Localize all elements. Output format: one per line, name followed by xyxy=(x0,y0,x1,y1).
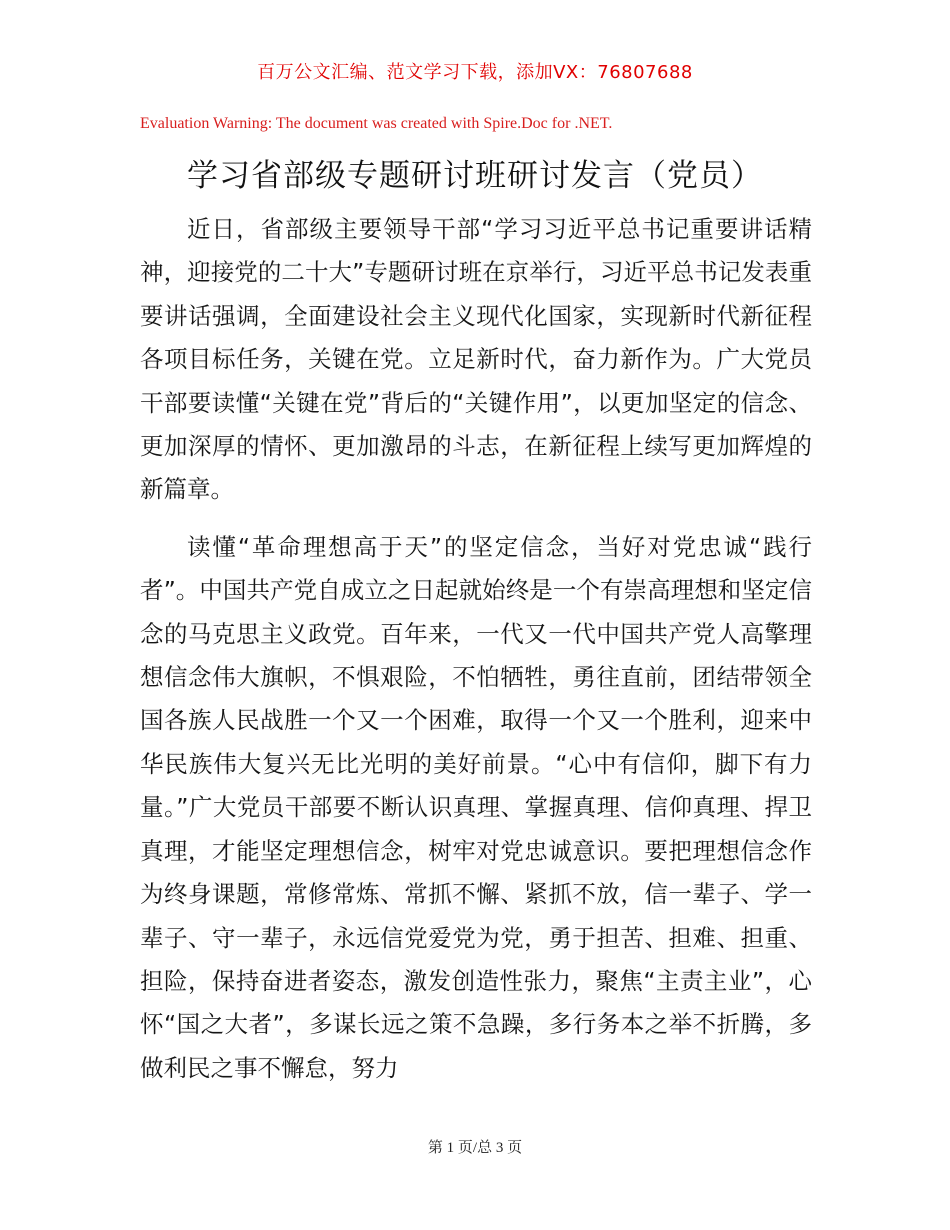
paragraph: 近日，省部级主要领导干部“学习习近平总书记重要讲话精神，迎接党的二十大”专题研讨班在京举行，习近平总书记发表重要讲话强调，全面建设社会主义现代化国家，实现新时代新征程各项目标任务，关键在党。立足新时代，奋力新作为。广大党员干部要读懂“关键在党”背后的“关键作用”，以更加坚定的信念、更加深厚的情怀、更加激昂的斗志，在新征程上续写更加辉煌的新篇章。 xyxy=(140,215,812,504)
page-number: 第 1 页/总 3 页 xyxy=(427,1140,523,1156)
document-title: 学习省部级专题研讨班研讨发言（党员） xyxy=(187,158,763,194)
evaluation-warning: Evaluation Warning: The document was created with Spire.Doc for .NET. xyxy=(140,115,613,132)
document-body xyxy=(140,208,812,1090)
paragraph: 读懂“革命理想高于天”的坚定信念，当好对党忠诚“践行者”。中国共产党自成立之日起就始终是一个有崇高理想和坚定信念的马克思主义政党。百年来，一代又一代中国共产党人高擎理想信念伟大旗帜，不惧艰险，不怕牺牲，勇往直前，团结带领全国各族人民战胜一个又一个困难，取得一个又一个胜利，迎来中华民族伟大复兴无比光明的美好前景。“心中有信仰，脚下有力量。”广大党员干部要不断认识真理、掌握真理、信仰真理、捍卫真理，才能坚定理想信念，树牢对党忠诚意识。要把理想信念作为终身课题，常修常炼、常抓不懈、紧抓不放，信一辈子、学一辈子、守一辈子，永远信党爱党为党，勇于担苦、担难、担重、担险，保持奋进者姿态，激发创造性张力，聚焦“主责主业”，心怀“国之大者”，多谋长远之策不急躁，多行务本之举不折腾，多做利民之事不懈怠，努力 xyxy=(140,532,812,1082)
promo-banner: 百万公文汇编、范文学习下载，添加VX：76807688 xyxy=(257,62,693,83)
